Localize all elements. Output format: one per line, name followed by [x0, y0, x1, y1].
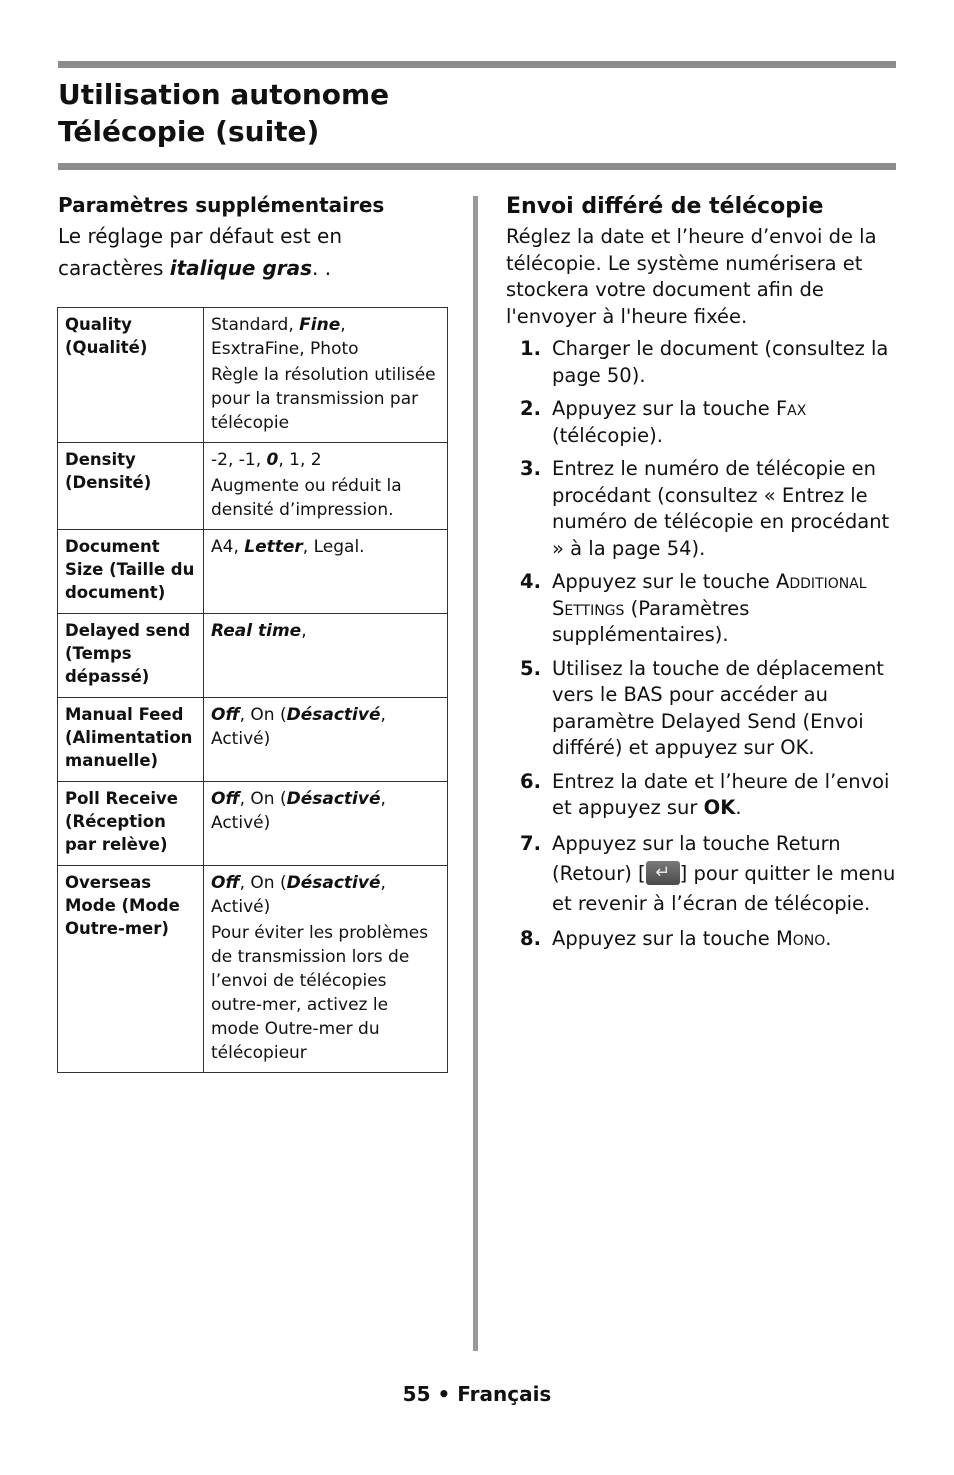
- step-text: Appuyez sur le touche: [552, 570, 776, 593]
- value-text: Standard,: [211, 315, 300, 335]
- step-number: 7.: [520, 831, 541, 855]
- intro-line-2: caractères: [58, 256, 170, 280]
- key-name: OK: [703, 796, 736, 819]
- value-text: ,: [301, 621, 307, 641]
- step-text: Appuyez sur la touche: [552, 397, 776, 420]
- list-item: [506, 926, 898, 953]
- default-value: Off: [211, 873, 240, 893]
- page-title: [58, 76, 389, 150]
- step-text: ] pour quitter le menu et revenir à l’écran de télécopie.: [552, 861, 896, 915]
- page-footer: [0, 1381, 954, 1407]
- header-bottom-rule: [58, 163, 896, 170]
- default-value: Désactivé: [286, 873, 381, 893]
- setting-value: [204, 308, 448, 443]
- step-number: 8.: [520, 926, 541, 950]
- left-column: [58, 192, 458, 284]
- step-number: 2.: [520, 397, 541, 420]
- step-number: 4.: [520, 570, 541, 593]
- key-name: Fax: [775, 397, 807, 420]
- step-text: .: [735, 796, 742, 819]
- setting-name: Document Size (Taille du document): [58, 530, 204, 614]
- title-line-2: Télécopie (suite): [58, 115, 320, 148]
- intro-end: . .: [312, 256, 332, 280]
- setting-name: Delayed send (Temps dépassé): [58, 614, 204, 698]
- table-row: [58, 698, 448, 782]
- value-text: , 1, 2: [278, 450, 322, 470]
- step-text: .: [825, 926, 832, 950]
- default-value: Désactivé: [286, 705, 381, 725]
- setting-description: Règle la résolution utilisée pour la transmission par télécopie: [211, 365, 436, 433]
- setting-description: Augmente ou réduit la densité d’impression.: [211, 476, 402, 520]
- key-name: Mono: [775, 926, 826, 950]
- setting-value: [204, 530, 448, 614]
- table-row: [58, 308, 448, 443]
- setting-name: Density (Densité): [58, 443, 204, 530]
- list-item: [506, 829, 898, 919]
- intro-line-1: Le réglage par défaut est en: [58, 224, 343, 248]
- right-column: [506, 192, 898, 959]
- list-item: [506, 569, 898, 649]
- value-text: , Legal.: [302, 537, 365, 557]
- default-value: Désactivé: [286, 789, 381, 809]
- list-item: [506, 769, 898, 822]
- page-number: 55: [402, 1382, 431, 1406]
- step-number: 3.: [520, 457, 541, 480]
- steps-list: [506, 336, 898, 952]
- setting-name: Overseas Mode (Mode Outre-mer): [58, 866, 204, 1073]
- value-text: -2, -1,: [211, 450, 267, 470]
- table-row: [58, 530, 448, 614]
- default-value: 0: [266, 450, 279, 470]
- return-key-icon: [646, 861, 680, 885]
- setting-name: Manual Feed (Alimentation manuelle): [58, 698, 204, 782]
- list-item: [506, 656, 898, 762]
- footer-language: Français: [457, 1382, 552, 1406]
- value-text: , EsxtraFine, Photo: [211, 315, 359, 359]
- column-divider: [473, 196, 478, 1351]
- step-text: Entrez la date et l’heure de l’envoi et appuyez sur: [552, 769, 890, 819]
- list-item: [506, 396, 898, 449]
- step-number: 6.: [520, 769, 541, 793]
- value-text: , Activé): [211, 873, 386, 917]
- intro-emphasis: italique gras: [169, 256, 313, 280]
- title-line-1: Utilisation autonome: [58, 78, 390, 111]
- table-row: [58, 443, 448, 530]
- table-row: [58, 614, 448, 698]
- section-subheading: Paramètres supplémentaires: [58, 193, 385, 217]
- step-text: Appuyez sur la touche Return (Retour) [: [552, 831, 841, 885]
- step-text: Appuyez sur la touche: [552, 926, 776, 950]
- setting-value: [204, 443, 448, 530]
- section-paragraph: Réglez la date et l’heure d’envoi de la télécopie. Le système numérisera et stockera votre document afin de l'envoyer à l'heure fixée.: [506, 225, 877, 328]
- value-text: , On (: [239, 873, 287, 893]
- value-text: , On (: [239, 705, 287, 725]
- key-name: Additional Settings: [552, 570, 867, 620]
- default-value: Off: [211, 705, 240, 725]
- step-number: 5.: [520, 656, 541, 680]
- header-top-rule: [58, 61, 896, 68]
- setting-description: Pour éviter les problèmes de transmission lors de l’envoi de télécopies outre-mer, activez le mode Outre-mer du télécopieur: [211, 923, 429, 1063]
- setting-value: [204, 614, 448, 698]
- step-text: Charger le document (consultez la page 50).: [552, 337, 889, 387]
- value-text: , On (: [239, 789, 287, 809]
- footer-bullet: •: [437, 1382, 451, 1406]
- value-text: , Activé): [211, 705, 386, 749]
- value-text: , Activé): [211, 789, 386, 833]
- default-value: Fine: [299, 315, 341, 335]
- setting-value: [204, 782, 448, 866]
- section-heading: Envoi différé de télécopie: [506, 194, 824, 219]
- step-text: Entrez le numéro de télécopie en procédant (consultez « Entrez le numéro de télécopie en procédant » à la page 54).: [552, 457, 890, 560]
- step-text: Utilisez la touche de déplacement vers le BAS pour accéder au paramètre Delayed Send (Envoi différé) et appuyez sur OK.: [552, 656, 884, 759]
- value-text: A4,: [211, 537, 245, 557]
- step-text: (télécopie).: [552, 423, 663, 447]
- setting-name: Quality (Qualité): [58, 308, 204, 443]
- intro-text: [58, 220, 458, 284]
- settings-table: [57, 307, 448, 1073]
- setting-name: Poll Receive (Réception par relève): [58, 782, 204, 866]
- setting-value: [204, 866, 448, 1073]
- default-value: Letter: [244, 537, 303, 557]
- setting-value: [204, 698, 448, 782]
- list-item: [506, 456, 898, 562]
- default-value: Off: [211, 789, 240, 809]
- table-row: [58, 866, 448, 1073]
- step-text: (Paramètres supplémentaires).: [552, 596, 750, 646]
- list-item: [506, 336, 898, 389]
- default-value: Real time: [211, 621, 302, 641]
- step-number: 1.: [520, 337, 541, 360]
- table-row: [58, 782, 448, 866]
